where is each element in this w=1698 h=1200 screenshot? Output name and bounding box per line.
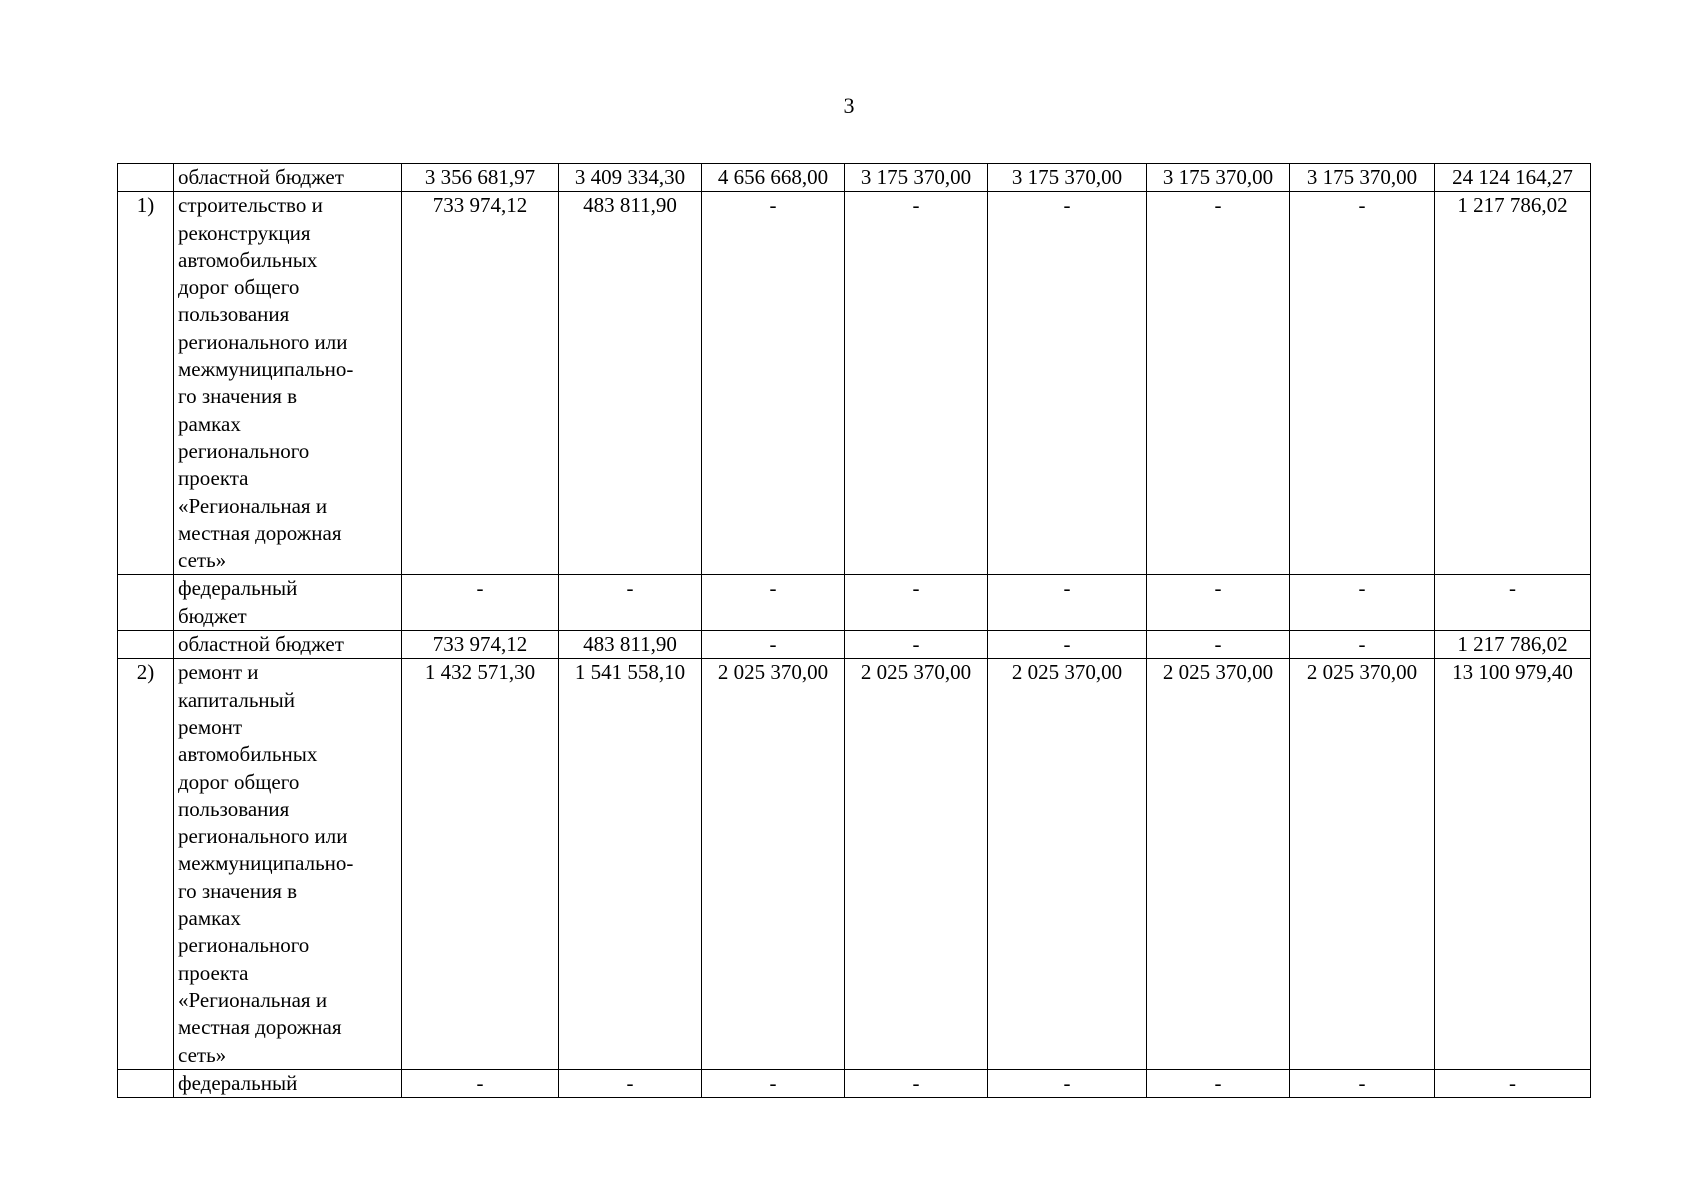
row-index: [118, 1069, 174, 1097]
description-line: межмуниципально-: [178, 851, 354, 876]
description-line: пользования: [178, 302, 290, 327]
value-cell: -: [988, 575, 1147, 631]
row-index: 1): [118, 192, 174, 575]
description-line: дорог общего: [178, 769, 300, 794]
description-line: строительство и: [178, 193, 323, 218]
row-index: [118, 164, 174, 192]
description-line: местная дорожная: [178, 520, 342, 545]
value-cell: -: [702, 1069, 845, 1097]
value-cell: 3 409 334,30: [559, 164, 702, 192]
table-row: [118, 659, 1591, 1069]
description-line: дорог общего: [178, 275, 300, 300]
description-line: регионального: [178, 438, 310, 463]
value-cell: 2 025 370,00: [845, 659, 988, 1069]
description-line: рамках: [178, 411, 241, 436]
value-cell: 1 432 571,30: [402, 659, 559, 1069]
budget-table: [117, 163, 1591, 1098]
value-cell: -: [1147, 192, 1290, 575]
value-cell: -: [1147, 631, 1290, 659]
value-cell: 483 811,90: [559, 631, 702, 659]
description-line: реконструкция: [178, 220, 311, 245]
value-cell: 483 811,90: [559, 192, 702, 575]
value-cell: -: [845, 1069, 988, 1097]
value-cell: -: [1290, 575, 1435, 631]
description-line: го значения в: [178, 878, 298, 903]
value-cell: 3 175 370,00: [1147, 164, 1290, 192]
value-cell: -: [1147, 575, 1290, 631]
row-description: [174, 192, 402, 575]
total-cell: 13 100 979,40: [1435, 659, 1591, 1069]
value-cell: 2 025 370,00: [1147, 659, 1290, 1069]
description-line: рамках: [178, 906, 241, 931]
value-cell: 2 025 370,00: [1290, 659, 1435, 1069]
description-line: «Региональная и: [178, 987, 328, 1012]
table-row: [118, 631, 1591, 659]
description-line: местная дорожная: [178, 1015, 342, 1040]
description-line: ремонт: [178, 714, 243, 739]
row-description: [174, 659, 402, 1069]
value-cell: -: [402, 575, 559, 631]
value-cell: -: [988, 1069, 1147, 1097]
table-row: [118, 192, 1591, 575]
description-line: сеть»: [178, 1042, 227, 1067]
row-description: [174, 1069, 402, 1097]
description-line: автомобильных: [178, 742, 318, 767]
table-row: [118, 575, 1591, 631]
description-line: областной бюджет: [178, 165, 344, 189]
description-line: бюджет: [178, 603, 247, 628]
row-description: [174, 164, 402, 192]
value-cell: -: [559, 1069, 702, 1097]
description-line: регионального: [178, 933, 310, 958]
description-line: «Региональная и: [178, 493, 328, 518]
description-line: пользования: [178, 796, 290, 821]
description-line: автомобильных: [178, 247, 318, 272]
row-description: [174, 631, 402, 659]
value-cell: 3 175 370,00: [845, 164, 988, 192]
value-cell: -: [559, 575, 702, 631]
value-cell: -: [402, 1069, 559, 1097]
description-line: областной бюджет: [178, 632, 344, 657]
value-cell: 4 656 668,00: [702, 164, 845, 192]
total-cell: -: [1435, 1069, 1591, 1097]
value-cell: -: [1147, 1069, 1290, 1097]
table-row: [118, 164, 1591, 192]
value-cell: -: [845, 575, 988, 631]
value-cell: 1 541 558,10: [559, 659, 702, 1069]
total-cell: 1 217 786,02: [1435, 631, 1591, 659]
row-description: [174, 575, 402, 631]
total-cell: -: [1435, 575, 1591, 631]
row-index: [118, 575, 174, 631]
description-line: капитальный: [178, 687, 295, 712]
description-line: регионального или: [178, 329, 348, 354]
value-cell: 2 025 370,00: [988, 659, 1147, 1069]
description-line: ремонт и: [178, 660, 259, 685]
value-cell: 2 025 370,00: [702, 659, 845, 1069]
total-cell: 24 124 164,27: [1435, 164, 1591, 192]
description-line: федеральный: [178, 1070, 298, 1095]
value-cell: 733 974,12: [402, 631, 559, 659]
value-cell: 3 175 370,00: [988, 164, 1147, 192]
value-cell: -: [988, 192, 1147, 575]
value-cell: 733 974,12: [402, 192, 559, 575]
value-cell: -: [1290, 631, 1435, 659]
description-line: проекта: [178, 466, 249, 491]
description-line: го значения в: [178, 384, 298, 409]
table-row: [118, 1069, 1591, 1097]
value-cell: 3 356 681,97: [402, 164, 559, 192]
value-cell: -: [702, 631, 845, 659]
row-index: 2): [118, 659, 174, 1069]
page-number: 3: [843, 93, 855, 118]
description-line: регионального или: [178, 824, 348, 849]
value-cell: -: [1290, 1069, 1435, 1097]
value-cell: -: [1290, 192, 1435, 575]
value-cell: -: [988, 631, 1147, 659]
description-line: сеть»: [178, 548, 227, 573]
description-line: федеральный: [178, 576, 298, 601]
value-cell: 3 175 370,00: [1290, 164, 1435, 192]
description-line: межмуниципально-: [178, 357, 354, 382]
total-cell: 1 217 786,02: [1435, 192, 1591, 575]
description-line: проекта: [178, 960, 249, 985]
value-cell: -: [845, 631, 988, 659]
value-cell: -: [702, 192, 845, 575]
value-cell: -: [702, 575, 845, 631]
row-index: [118, 631, 174, 659]
value-cell: -: [845, 192, 988, 575]
